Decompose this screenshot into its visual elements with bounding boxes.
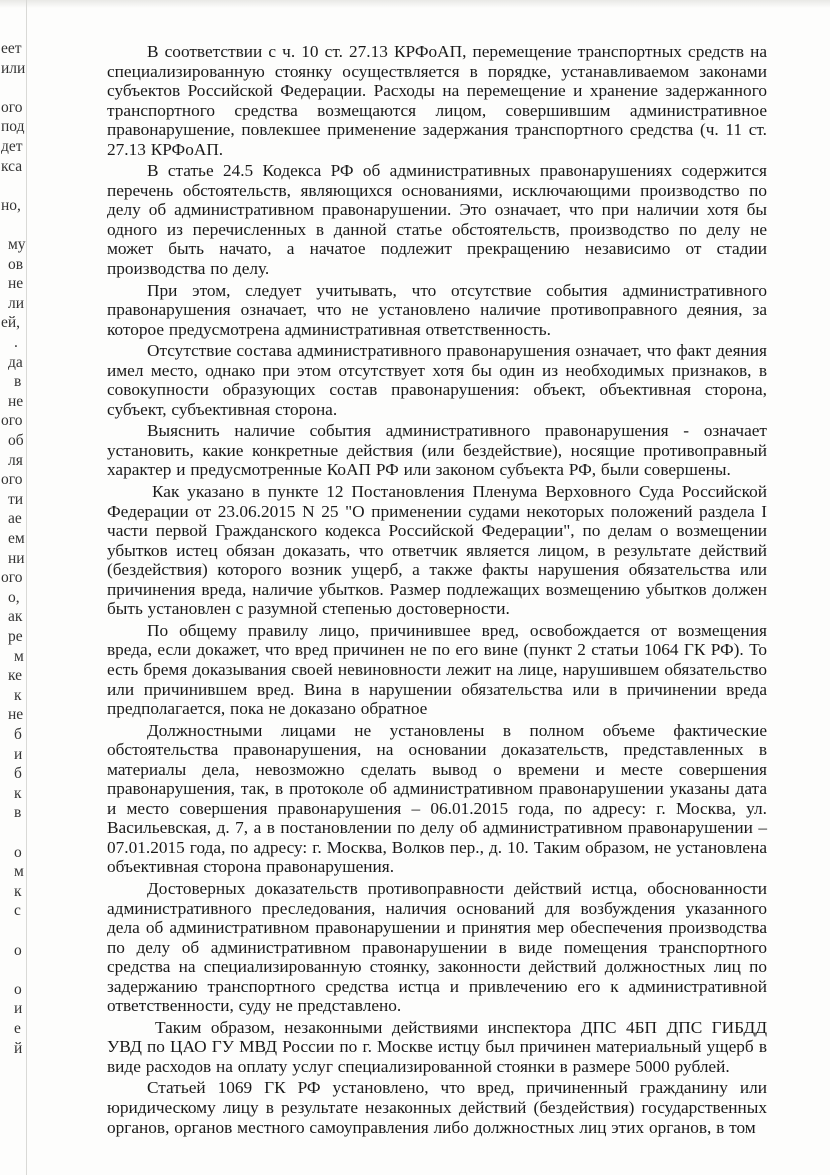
margin-fragment: ли [8,294,25,312]
margin-fragment: не [8,392,24,410]
margin-fragment: ов [8,255,24,273]
margin-fragment: и [14,1000,23,1018]
margin-fragment: й [14,1039,23,1057]
margin-fragment: но, [1,196,21,214]
margin-fragment: . [14,334,18,351]
margin-fragment: и [14,745,23,763]
margin-fragment: в [14,804,22,822]
paragraph-absence-of-composition: Отсутствие состава административного правонарушения означает, что факт деяния имел место, однако при этом отсутствует хотя бы один из необходимых признаков, в совокупности образующих состав правонарушения: объект, объективная сторона, субъект, субъективная сторона. [107,341,767,419]
margin-fragment: ни [8,549,25,567]
margin-fragment: е [14,1020,21,1037]
margin-fragment: б [14,726,22,743]
margin-fragment: м [14,647,24,665]
margin-fragment: ке [8,667,23,685]
paragraph-plenum-resolution: Как указано в пункте 12 Постановления Пленума Верховного Суда Российской Федерации от 23.06.2015 N 25 "О применении судами некоторых положений раздела I части первой Гражданского кодекса Российской Федерации", по делам о возмещении убытков истец обязан доказать, что ответчик является лицом, в результате действий (бездействия) которого возник ущерб, а также факты нарушения обязательства или причинения вреда, наличие убытков. Размер подлежащих возмещению убытков должен быть установлен с разумной степенью достоверности. [107,482,767,619]
paragraph-absence-of-event: При этом, следует учитывать, что отсутствие события административного правонарушения означает, что не установлено наличие противоправного деяния, за которое предусмотрена административная ответственность. [107,280,767,339]
margin-fragment: к [14,784,22,802]
margin-fragment: о [14,843,22,861]
margin-fragment: под [1,118,25,136]
scan-top-shade [0,0,830,8]
margin-fragment: ей, [1,314,21,332]
document-body [107,42,767,1139]
paragraph-establish-event: Выяснить наличие события административного правонарушения - означает установить, какие конкретные действия (или бездействие), носящие противоправный характер и предусмотренные КоАП РФ или законом субъекта РФ, были совершены. [107,421,767,480]
paragraph-officials-not-established: Должностными лицами не установлены в полном объеме фактические обстоятельства правонарушения, на основании доказательств, представленных в материалы дела, невозможно сделать вывод о времени и месте совершения правонарушения, так, в протоколе об административном правонарушении указаны дата и место совершения правонарушения – 06.01.2015 года, по адресу: г. Москва, ул. Васильевская, д. 7, а в постановлении по делу об административном правонарушении – 07.01.2015 года, по адресу: г. Москва, Волков пер., д. 10. Таким образом, не установлена объективная сторона правонарушения. [107,720,767,877]
margin-fragment: не [8,706,24,724]
paragraph-no-evidence: Достоверных доказательств противоправности действий истца, обоснованности административного преследования, наличия оснований для возбуждения указанного дела об административном правонарушении и принятия мер обеспечения производства по делу об административном правонарушении в виде помещения транспортного средства на специализированную стоянку, законности действий должностных лиц по задержанию транспортного средства истца и привлечению его к административной ответственности, суду не представлено. [107,878,767,1016]
paragraph-material-damage: Таким образом, незаконными действиями инспектора ДПС 4БП ДПС ГИБДД УВД по ЦАО ГУ МВД России по г. Москве истцу был причинен материальный ущерб в виде расходов на оплату услуг специализированной стоянки в размере 5000 рублей. [107,1017,767,1076]
margin-fragment: ак [8,608,23,626]
margin-fragment: ем [8,530,25,547]
margin-fragment: дет [1,138,23,155]
margin-fragment: ого [1,471,23,489]
margin-fragment: да [8,353,23,371]
adjacent-page-margin [0,40,34,1120]
margin-fragment: еет [1,40,22,57]
paragraph-general-rule: По общему правилу лицо, причинившее вред, освобождается от возмещения вреда, если докажет, что вред причинен не по его вине (пункт 2 статьи 1064 ГК РФ). То есть бремя доказывания своей невиновности лежит на лице, нарушившем обязательство или причинившем вред. Вина в нарушении обязательства или в причинении вреда предполагается, пока не доказано обратное [107,620,767,719]
margin-fragment: или [1,59,26,77]
margin-fragment: м [14,863,24,881]
paragraph-article-1069: Статьей 1069 ГК РФ установлено, что вред, причиненный гражданину или юридическому лицу в результате незаконных действий (бездействия) государственных органов, органов местного самоуправления либо должностных лиц этих органов, в том [107,1078,767,1137]
margin-fragment: ти [8,490,24,508]
margin-fragment: му [8,236,26,253]
margin-fragment: ого [1,412,23,430]
margin-fragment: кса [1,157,23,175]
margin-fragment: о [14,980,22,998]
paragraph-article-24-5: В статье 24.5 Кодекса РФ об административных правонарушениях содержится перечень обстоятельств, являющихся основаниями, исключающими производство по делу об административном правонарушении. Это означает, что при наличии хотя бы одного из перечисленных в данной статье обстоятельств, производство по делу не может быть начато, а начатое подлежит прекращению независимо от стадии производства по делу. [107,161,767,279]
paragraph-storage-rules: В соответствии с ч. 10 ст. 27.13 КРФоАП, перемещение транспортных средств на специализированную стоянку осуществляется в порядке, устанавливаемом законами субъектов Российской Федерации. Расходы на перемещение и хранение задержанного транспортного средства возмещаются лицом, совершившим административное правонарушение, повлекшее применение задержания транспортного средства (ч. 11 ст. 27.13 КРФоАП. [107,42,767,159]
margin-fragment: ого [1,98,23,116]
margin-fragment: ля [8,451,23,469]
margin-fragment: не [8,275,24,293]
margin-fragment: к [14,882,22,900]
margin-fragment: о, [8,588,20,606]
margin-fragment: о [14,941,22,959]
margin-fragment: в [14,373,22,391]
margin-fragment: ре [8,628,23,645]
margin-fragment: ого [1,569,23,587]
margin-fragment: с [14,902,21,920]
margin-fragment: к [14,686,22,704]
margin-fragment: ае [8,510,22,528]
margin-fragment: об [8,432,24,449]
margin-fragment: б [14,765,22,783]
